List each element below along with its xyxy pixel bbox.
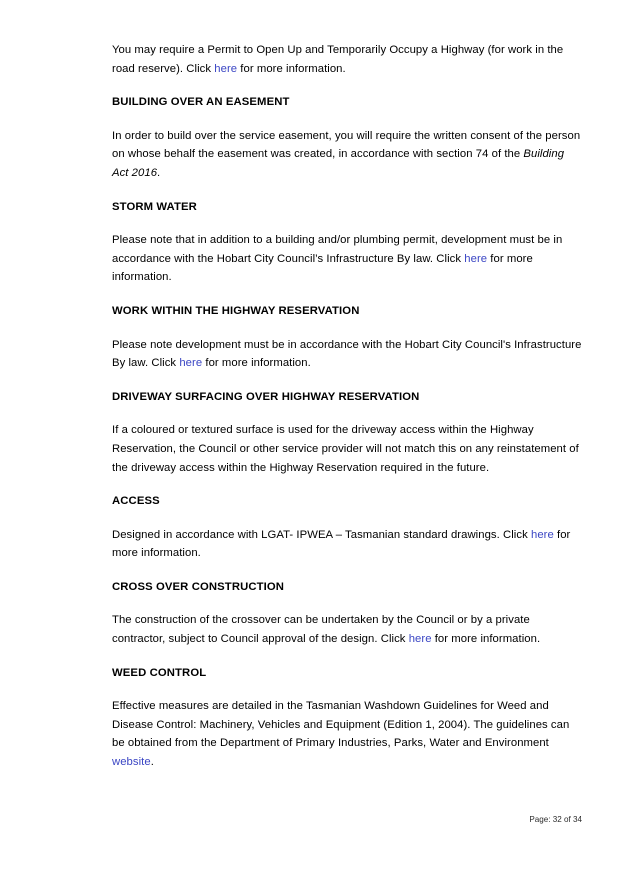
access-paragraph [112, 526, 582, 563]
text-run: You may require a Permit to Open Up and Temporarily Occupy a Highway (for work in the road reserve). Click [112, 44, 564, 75]
inline-link-here[interactable]: here [408, 633, 432, 646]
block-spacer [112, 183, 582, 198]
block-spacer [112, 373, 582, 388]
text-run: Please note development must be in accordance with the Hobart City Council's Infrastructure By law. Click [112, 338, 582, 370]
text-run: In order to build over the service easement, you will require the written consent of the person on whose behalf the easement was created, in accordance with section 74 of the [112, 129, 581, 161]
text-run: Please note that in addition to a building and/or plumbing permit, development must be in accordance with the Hobart City Council’s Infrastructure By law. Click [112, 234, 563, 265]
text-run: Designed in accordance with LGAT- IPWEA – Tasmanian standard drawings. Click [112, 528, 531, 541]
block-spacer [112, 649, 582, 664]
heading-access: ACCESS [112, 495, 160, 508]
block-spacer [112, 112, 582, 127]
block-spacer [112, 287, 582, 302]
block-spacer [112, 78, 582, 93]
heading-building-over-an-easement: BUILDING OVER AN EASEMENT [112, 96, 290, 109]
weed-control-paragraph [112, 697, 582, 771]
text-run: The construction of the crossover can be undertaken by the Council or by a private contractor, subject to Council approval of the design. Click [112, 614, 530, 646]
text-run: for more information. [202, 357, 311, 370]
driveway-surfacing-paragraph [112, 421, 582, 477]
inline-link-here[interactable]: here [214, 62, 238, 75]
inline-link-website[interactable]: website [112, 756, 151, 769]
text-run: for more information. [237, 62, 346, 75]
inline-link-here[interactable]: here [530, 528, 554, 541]
permit-open-up-paragraph [112, 41, 582, 78]
heading-storm-water: STORM WATER [112, 200, 197, 213]
block-spacer [112, 216, 582, 231]
text-run: for more information. [112, 528, 571, 560]
text-run: for more information. [431, 633, 541, 646]
heading-driveway-surfacing-over-highway-reservation: DRIVEWAY SURFACING OVER HIGHWAY RESERVATION [112, 390, 420, 403]
work-within-highway-reservation-paragraph [112, 336, 582, 373]
heading-cross-over-construction: CROSS OVER CONSTRUCTION [112, 580, 285, 593]
building-over-easement-paragraph [112, 127, 582, 183]
block-spacer [112, 682, 582, 697]
block-spacer [112, 596, 582, 611]
block-spacer [112, 406, 582, 421]
block-spacer [112, 321, 582, 336]
block-spacer [112, 477, 582, 492]
heading-weed-control: WEED CONTROL [112, 666, 207, 679]
text-run: . [150, 756, 154, 769]
italic-act-title: Building Act 2016 [112, 148, 565, 179]
inline-link-here[interactable]: here [464, 252, 488, 265]
text-run: If a coloured or textured surface is used for the driveway access within the Highway Reservation, the Council or other service provider will not match this on any reinstatement of the driveway access within the Highway Reservation required in the future. [112, 424, 579, 474]
page-footer [112, 814, 582, 825]
text-run: for more information. [112, 252, 533, 284]
block-spacer [112, 511, 582, 526]
heading-work-within-the-highway-reservation: WORK WITHIN THE HIGHWAY RESERVATION [112, 304, 360, 317]
text-run: . [157, 166, 161, 179]
text-run: Effective measures are detailed in the Tasmanian Washdown Guidelines for Weed and Disease Control: Machinery, Vehicles and Equipment (Edition 1, 2004). The guidelines can be obtained from the Department of Primary Industries, Parks, Water and Environment [112, 700, 570, 750]
block-spacer [112, 563, 582, 578]
storm-water-paragraph [112, 231, 582, 287]
inline-link-here[interactable]: here [179, 357, 203, 370]
document-body [112, 41, 582, 772]
cross-over-construction-paragraph [112, 611, 582, 648]
page-number-label: Page: 32 of 34 [529, 815, 582, 824]
